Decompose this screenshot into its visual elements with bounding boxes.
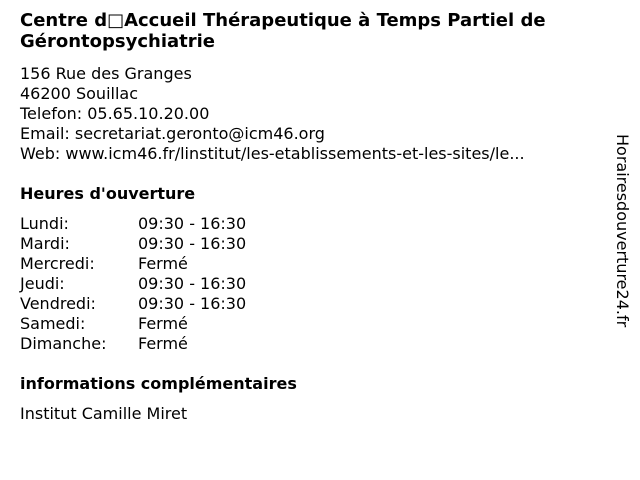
page-title: Centre d□Accueil Thérapeutique à Temps Partiel de Gérontopsychiatrie [20, 10, 546, 52]
opening-hours-heading: Heures d'ouverture [20, 184, 196, 203]
time-value: 09:30 - 16:30 [138, 294, 247, 313]
hours-row-sunday [20, 334, 246, 354]
time-value: Fermé [138, 254, 188, 273]
hours-row-thursday [20, 274, 246, 294]
hours-row-wednesday [20, 254, 246, 274]
additional-info-heading: informations complémentaires [20, 374, 297, 393]
opening-hours-table [20, 214, 246, 354]
hours-row-friday [20, 294, 246, 314]
day-label: Samedi: [20, 314, 86, 333]
hours-row-tuesday [20, 234, 246, 254]
hours-row-saturday [20, 314, 246, 334]
website-link[interactable]: Web: www.icm46.fr/linstitut/les-etablissements-et-les-sites/le... [20, 144, 525, 163]
address-block [20, 64, 525, 164]
email-address: Email: secretariat.geronto@icm46.org [20, 124, 325, 143]
day-label: Jeudi: [20, 274, 65, 293]
day-label: Mercredi: [20, 254, 95, 273]
time-value: Fermé [138, 334, 188, 353]
day-label: Vendredi: [20, 294, 96, 313]
day-label: Mardi: [20, 234, 70, 253]
hours-row-monday [20, 214, 246, 234]
phone-number: Telefon: 05.65.10.20.00 [20, 104, 210, 123]
day-label: Lundi: [20, 214, 69, 233]
additional-info-text: Institut Camille Miret [20, 404, 188, 423]
time-value: Fermé [138, 314, 188, 333]
site-watermark: Horairesdouverture24.fr [613, 134, 632, 328]
street-address: 156 Rue des Granges [20, 64, 192, 83]
time-value: 09:30 - 16:30 [138, 214, 247, 233]
time-value: 09:30 - 16:30 [138, 274, 247, 293]
day-label: Dimanche: [20, 334, 107, 353]
time-value: 09:30 - 16:30 [138, 234, 247, 253]
city-postal: 46200 Souillac [20, 84, 139, 103]
